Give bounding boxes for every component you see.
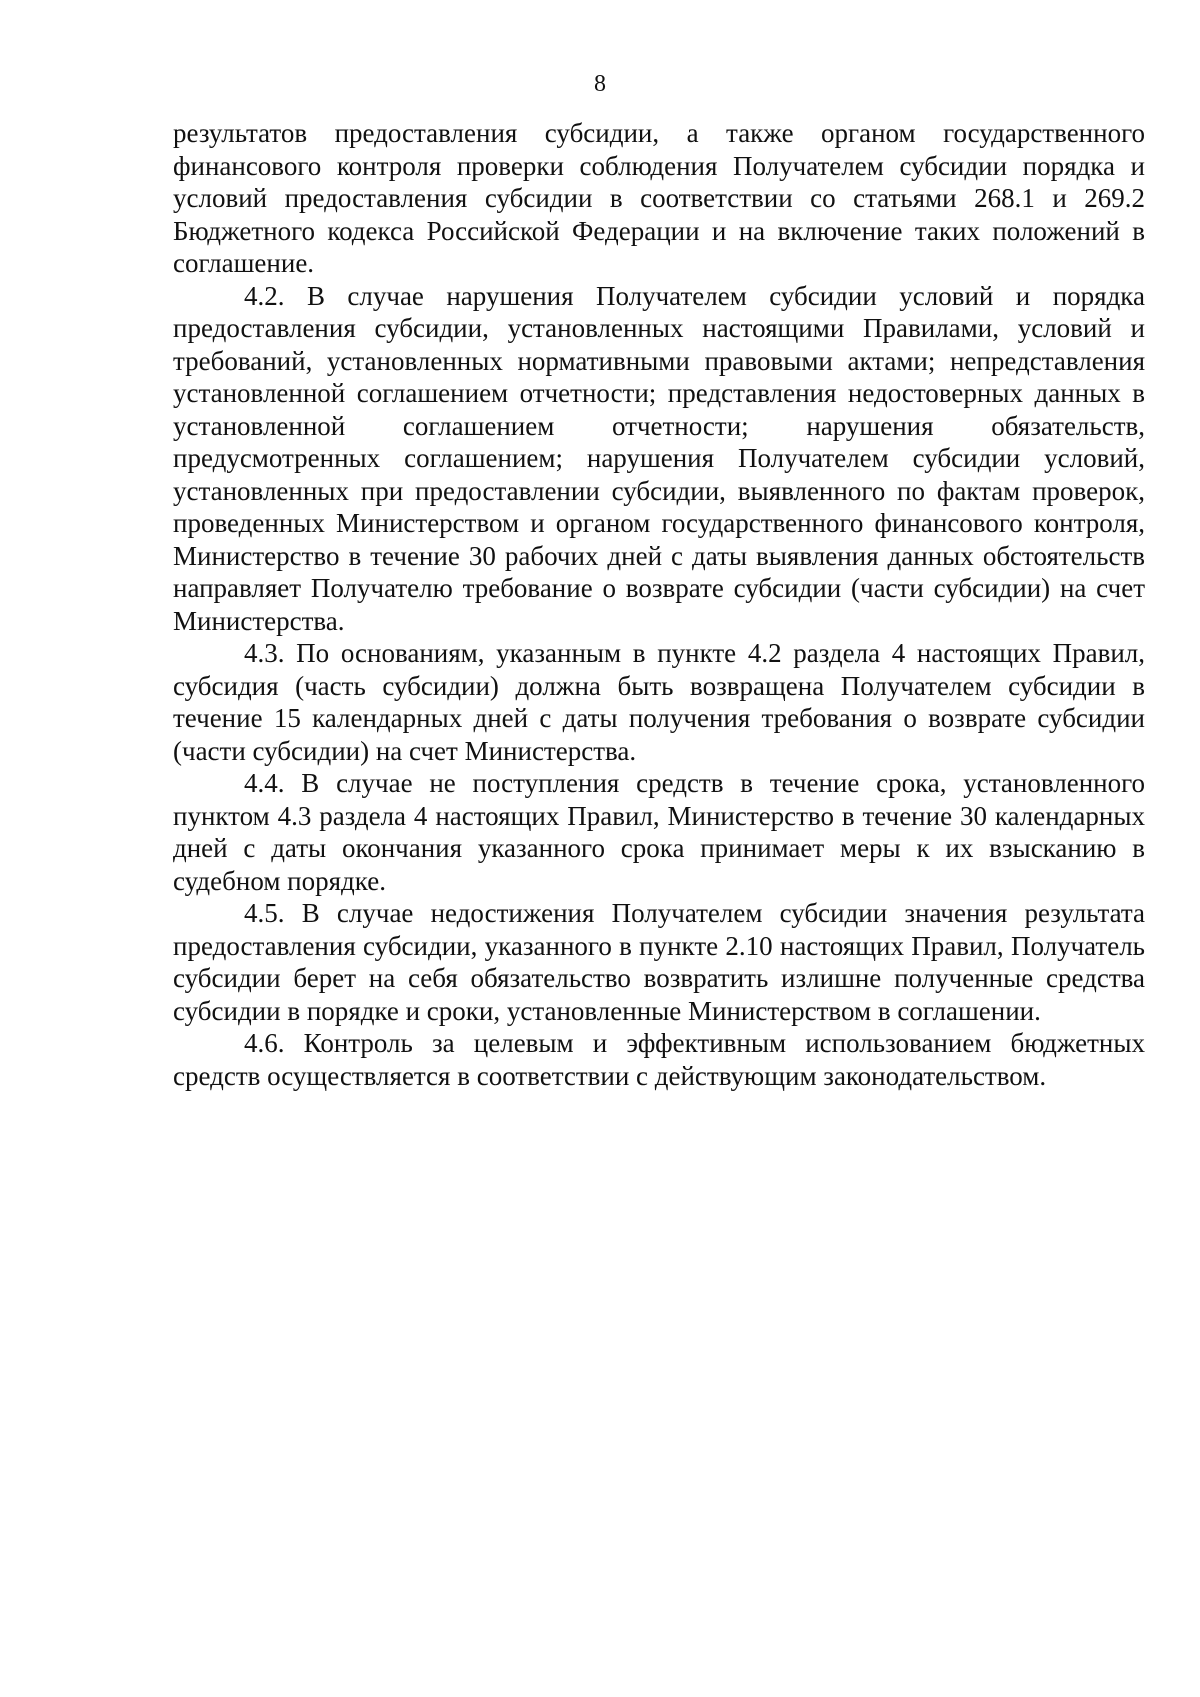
paragraph-text: Контроль за целевым и эффективным использованием бюджетных средств осуществляется в соответствии с действующим законодательством.	[173, 1028, 1145, 1091]
paragraph-number: 4.5.	[244, 898, 285, 928]
paragraph-continuation	[173, 117, 1145, 280]
document-body	[173, 117, 1145, 1092]
paragraph-4-4	[173, 767, 1145, 897]
paragraph-4-3	[173, 637, 1145, 767]
paragraph-text: В случае нарушения Получателем субсидии условий и порядка предоставления субсидии, установленных настоящими Правилами, условий и требований, установленных нормативными правовыми актами; непредставления установленной соглашением отчетности; представления недостоверных данных в установленной соглашением отчетности; нарушения обязательств, предусмотренных соглашением; нарушения Получателем субсидии условий, установленных при предоставлении субсидии, выявленного по фактам проверок, проведенных Министерством и органом государственного финансового контроля, Министерство в течение 30 рабочих дней с даты выявления данных обстоятельств направляет Получателю требование о возврате субсидии (части субсидии) на счет Министерства.	[173, 280, 1146, 636]
paragraph-number: 4.6.	[244, 1028, 285, 1058]
page-number: 8	[594, 71, 606, 97]
paragraph-text: В случае не поступления средств в течение срока, установленного пунктом 4.3 раздела 4 настоящих Правил, Министерство в течение 30 календарных дней с даты окончания указанного срока принимает меры к их взысканию в судебном порядке.	[173, 768, 1146, 896]
paragraph-number: 4.2.	[244, 280, 285, 311]
paragraph-text: По основаниям, указанным в пункте 4.2 раздела 4 настоящих Правил, субсидия (часть субсидии) должна быть возвращена Получателем субсидии в течение 15 календарных дней с даты получения требования о возврате субсидии (части субсидии) на счет Министерства.	[173, 638, 1145, 766]
paragraph-text: результатов предоставления субсидии, а также органом государственного финансового контроля проверки соблюдения Получателем субсидии порядка и условий предоставления субсидии в соответствии со статьями 268.1 и 269.2 Бюджетного кодекса Российской Федерации и на включение таких положений в соглашение.	[173, 118, 1145, 278]
paragraph-number: 4.3.	[244, 638, 285, 668]
paragraph-4-2	[173, 280, 1145, 638]
paragraph-4-6	[173, 1027, 1145, 1092]
paragraph-text: В случае недостижения Получателем субсидии значения результата предоставления субсидии, указанного в пункте 2.10 настоящих Правил, Получатель субсидии берет на себя обязательство возвратить излишне полученные средства субсидии в порядке и сроки, установленные Министерством в соглашении.	[173, 898, 1145, 1026]
paragraph-number: 4.4.	[244, 768, 285, 798]
paragraph-4-5	[173, 897, 1145, 1027]
